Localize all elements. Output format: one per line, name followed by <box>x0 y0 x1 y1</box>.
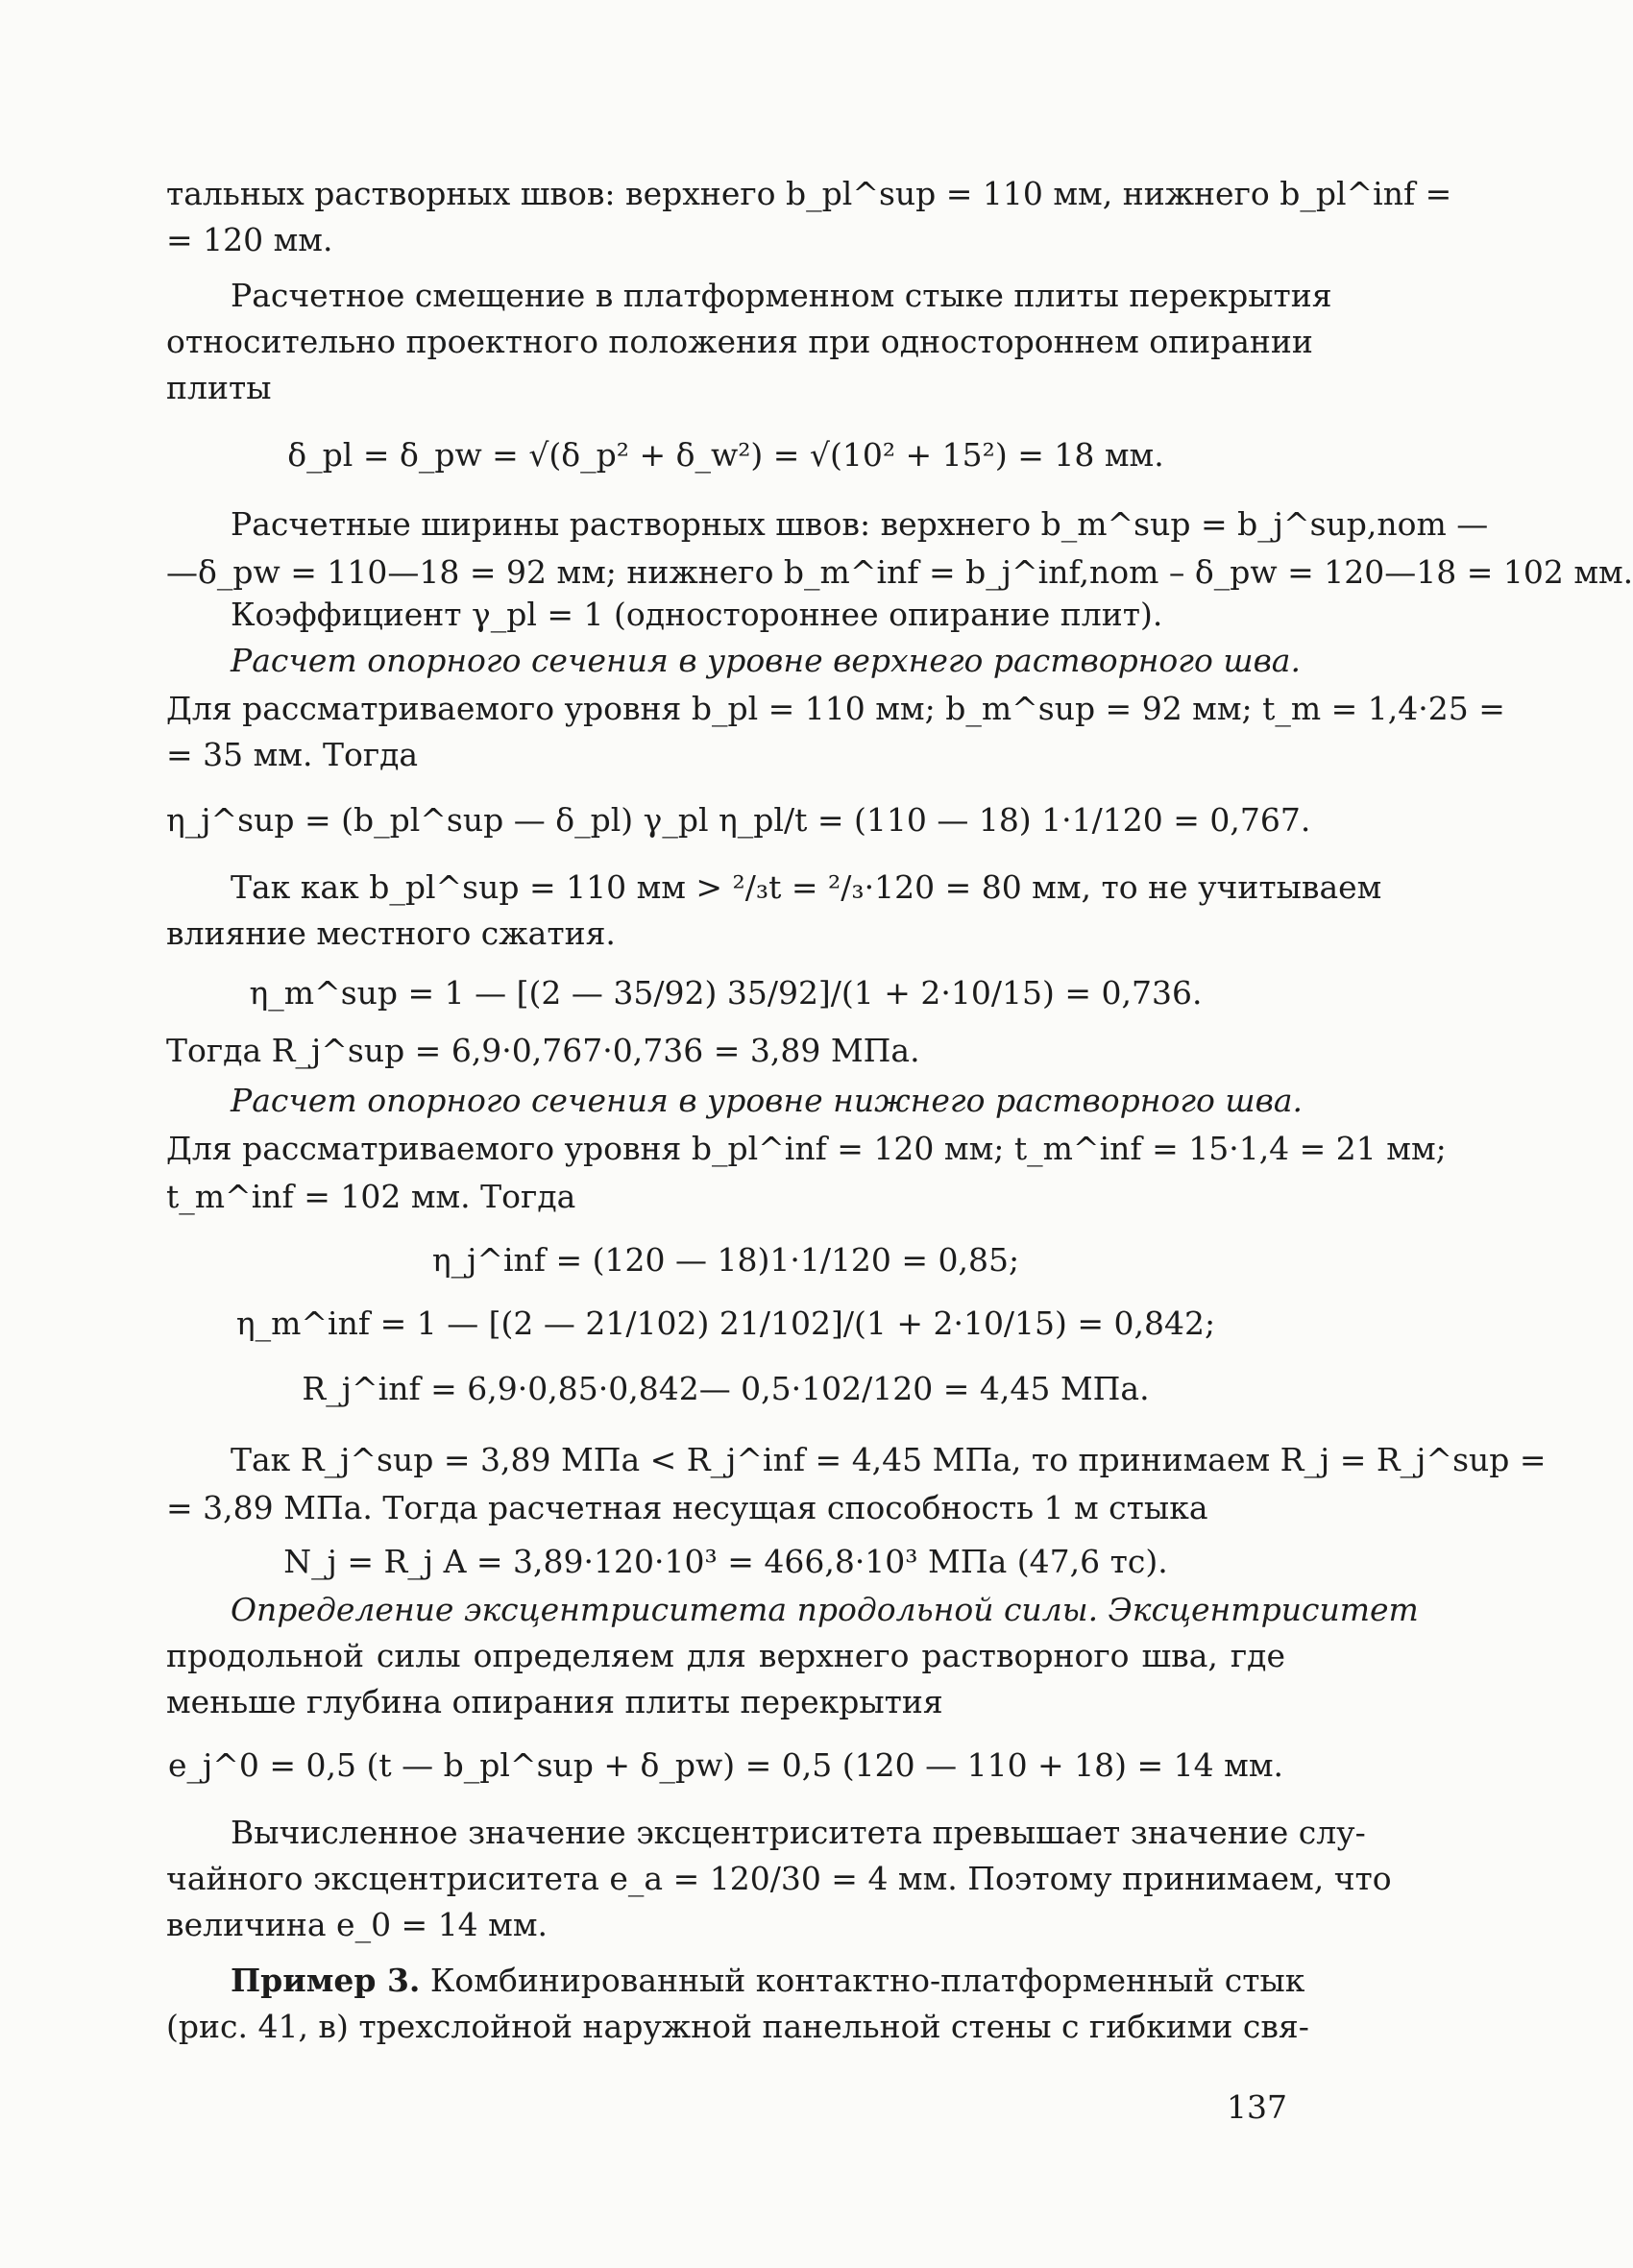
example-heading: Пример 3. Комбинированный контактно-платформенный стык <box>231 1962 1305 1999</box>
formula: N_j = R_j A = 3,89·120·10³ = 466,8·10³ МПа (47,6 тс). <box>283 1543 1168 1580</box>
page-number: 137 <box>1227 2088 1287 2126</box>
formula: R_j^inf = 6,9·0,85·0,842— 0,5·102/120 = 4,45 МПа. <box>302 1370 1150 1407</box>
text-line: относительно проектного положения при одностороннем опирании <box>166 323 1313 360</box>
text-line: тальных растворных швов: верхнего b_pl^sup = 110 мм, нижнего b_pl^inf = <box>166 175 1452 212</box>
section-heading: Определение эксцентриситета продольной силы. Эксцентриситет <box>231 1591 1419 1628</box>
text-line: меньше глубина опирания плиты перекрытия <box>166 1683 943 1720</box>
formula: η_m^sup = 1 — [(2 — 35/92) 35/92]/(1 + 2·10/15) = 0,736. <box>249 974 1203 1012</box>
text-line: влияние местного сжатия. <box>166 915 616 952</box>
text-line: Для рассматриваемого уровня b_pl = 110 мм; b_m^sup = 92 мм; t_m = 1,4·25 = <box>166 690 1505 727</box>
text-line: Так R_j^sup = 3,89 МПа < R_j^inf = 4,45 МПа, то принимаем R_j = R_j^sup = <box>231 1441 1547 1478</box>
text-line: Тогда R_j^sup = 6,9·0,767·0,736 = 3,89 МПа. <box>166 1032 920 1069</box>
example-label: Пример 3. <box>231 1962 421 1999</box>
section-heading: Расчет опорного сечения в уровне нижнего растворного шва. <box>231 1082 1303 1119</box>
text-line: Коэффициент γ_pl = 1 (одностороннее опирание плит). <box>231 596 1163 633</box>
text-line: = 120 мм. <box>166 221 333 258</box>
text-line: Вычисленное значение эксцентриситета превышает значение слу- <box>231 1814 1366 1851</box>
formula: δ_pl = δ_pw = √(δ_p² + δ_w²) = √(10² + 15²) = 18 мм. <box>287 436 1164 474</box>
text-line: Расчетное смещение в платформенном стыке плиты перекрытия <box>231 277 1332 314</box>
text-line: Для рассматриваемого уровня b_pl^inf = 120 мм; t_m^inf = 15·1,4 = 21 мм; <box>166 1130 1447 1167</box>
formula: η_j^sup = (b_pl^sup — δ_pl) γ_pl η_pl/t = (110 — 18) 1·1/120 = 0,767. <box>166 801 1311 839</box>
formula: η_j^inf = (120 — 18)1·1/120 = 0,85; <box>431 1241 1020 1279</box>
text-line: t_m^inf = 102 мм. Тогда <box>166 1178 576 1215</box>
text-line: продольной силы определяем для верхнего растворного шва, где <box>166 1637 1285 1674</box>
text-line: Так как b_pl^sup = 110 мм > ²/₃t = ²/₃·120 = 80 мм, то не учитываем <box>231 868 1382 906</box>
text-line <box>231 1585 1419 1635</box>
text-line: Расчетные ширины растворных швов: верхнего b_m^sup = b_j^sup,nom — <box>231 505 1489 543</box>
formula: e_j^0 = 0,5 (t — b_pl^sup + δ_pw) = 0,5 (120 — 110 + 18) = 14 мм. <box>168 1746 1283 1784</box>
text-line: величина e_0 = 14 мм. <box>166 1906 548 1943</box>
text-line: (рис. 41, в) трехслойной наружной панельной стены с гибкими свя- <box>166 2008 1309 2045</box>
text-line: = 35 мм. Тогда <box>166 736 419 773</box>
text-line: плиты <box>166 369 272 406</box>
formula: η_m^inf = 1 — [(2 — 21/102) 21/102]/(1 + 2·10/15) = 0,842; <box>235 1305 1216 1342</box>
text-line: чайного эксцентриситета e_a = 120/30 = 4 мм. Поэтому принимаем, что <box>166 1860 1392 1897</box>
text-line: —δ_pw = 110—18 = 92 мм; нижнего b_m^inf = b_j^inf,nom – δ_pw = 120—18 = 102 мм. <box>166 553 1633 591</box>
text-line: = 3,89 МПа. Тогда расчетная несущая способность 1 м стыка <box>166 1489 1208 1526</box>
section-heading: Расчет опорного сечения в уровне верхнего растворного шва. <box>231 642 1301 679</box>
